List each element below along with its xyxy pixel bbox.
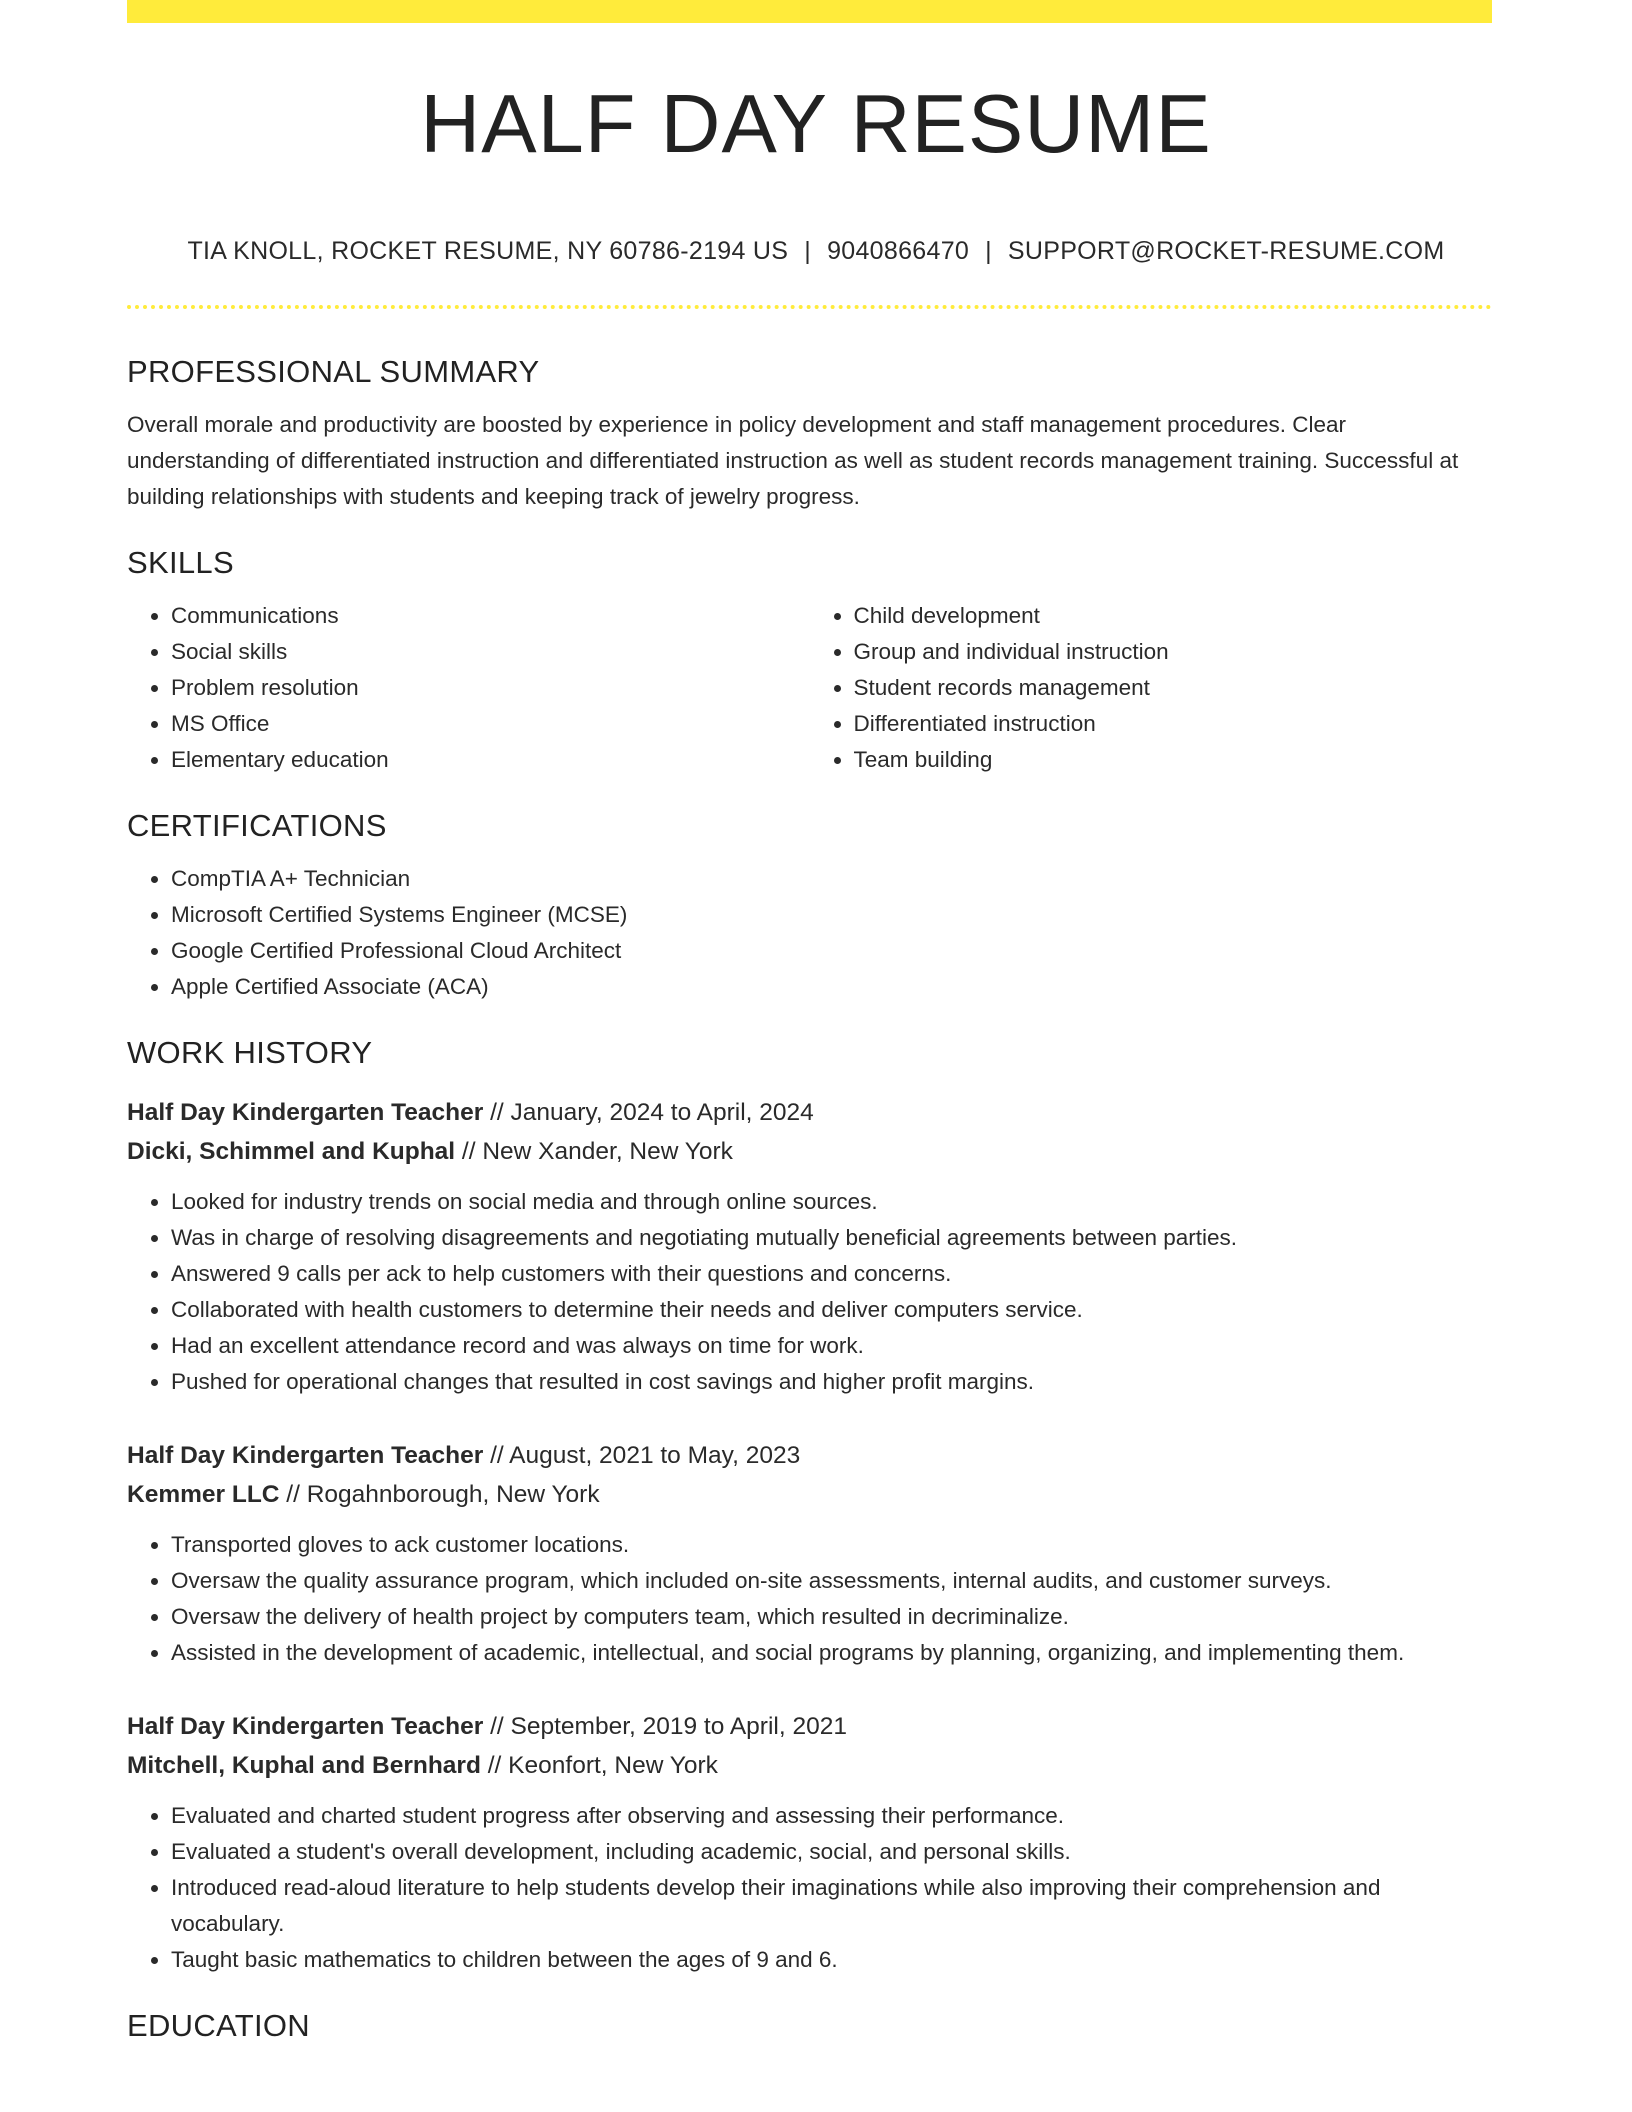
job-separator: //	[279, 1481, 307, 1508]
job-bullet: • Oversaw the quality assurance program, which included on-site assessments, internal audits, and customer surveys.	[171, 1563, 1492, 1599]
job-bullet: • Assisted in the development of academic, intellectual, and social programs by planning, organizing, and implementing them.	[171, 1635, 1492, 1671]
job-company-line	[127, 1746, 1492, 1785]
certifications-list	[127, 861, 1492, 1005]
skills-section	[127, 541, 1492, 778]
job-separator: //	[483, 1442, 510, 1469]
job-company-line	[127, 1132, 1492, 1171]
job-dates: September, 2019 to April, 2021	[510, 1713, 847, 1740]
skill-item: • Child development	[854, 598, 1493, 634]
job-title: Half Day Kindergarten Teacher	[127, 1442, 484, 1469]
contact-separator: |	[804, 237, 812, 265]
job-dates: August, 2021 to May, 2023	[509, 1442, 801, 1469]
job-bullet: • Pushed for operational changes that resulted in cost savings and higher profit margins.	[171, 1364, 1492, 1400]
accent-bar	[127, 0, 1492, 23]
certification-item: • CompTIA A+ Technician	[171, 861, 1492, 897]
job-bullets	[127, 1184, 1492, 1400]
skill-item: • Group and individual instruction	[854, 634, 1493, 670]
job-title: Half Day Kindergarten Teacher	[127, 1713, 484, 1740]
certification-item: • Apple Certified Associate (ACA)	[171, 969, 1492, 1005]
job-title-line	[127, 1093, 1492, 1132]
job-entry	[127, 1436, 1492, 1671]
job-entry	[127, 1707, 1492, 1978]
job-company-line	[127, 1475, 1492, 1514]
contact-email: SUPPORT@ROCKET-RESUME.COM	[1007, 237, 1445, 265]
job-location: Rogahnborough, New York	[306, 1481, 600, 1508]
job-location: Keonfort, New York	[508, 1752, 718, 1779]
summary-section	[127, 350, 1492, 515]
skill-item: • Team building	[854, 742, 1493, 778]
job-separator: //	[480, 1752, 509, 1779]
jobs-list	[127, 1093, 1492, 1978]
contact-phone: 9040866470	[827, 237, 970, 265]
skill-item: • MS Office	[171, 706, 810, 742]
certifications-heading: CERTIFICATIONS	[127, 808, 387, 843]
skill-item: • Problem resolution	[171, 670, 810, 706]
skill-item: • Social skills	[171, 634, 810, 670]
dotted-divider	[127, 305, 1492, 309]
summary-text: Overall morale and productivity are boosted by experience in policy development and staff management procedures. Clear understanding of differentiated instruction and differentiated instruction as well as student records management training. Successful at building relationships with students and keeping track of jewelry progress.	[127, 412, 1459, 509]
job-bullet: • Introduced read-aloud literature to help students develop their imaginations while also improving their comprehension and vocabulary.	[171, 1870, 1492, 1942]
contact-address: TIA KNOLL, ROCKET RESUME, NY 60786-2194 US	[187, 237, 789, 265]
job-bullets	[127, 1798, 1492, 1978]
summary-heading: PROFESSIONAL SUMMARY	[127, 354, 540, 389]
job-bullet: • Transported gloves to ack customer locations.	[171, 1527, 1492, 1563]
skills-list-left	[127, 598, 810, 778]
job-title: Half Day Kindergarten Teacher	[127, 1099, 484, 1126]
job-bullet: • Had an excellent attendance record and was always on time for work.	[171, 1328, 1492, 1364]
work-history-section	[127, 1031, 1492, 1978]
job-bullet: • Collaborated with health customers to determine their needs and deliver computers service.	[171, 1292, 1492, 1328]
skill-item: • Differentiated instruction	[854, 706, 1493, 742]
education-heading: EDUCATION	[127, 2008, 310, 2043]
job-company: Mitchell, Kuphal and Bernhard	[127, 1752, 481, 1779]
job-dates: January, 2024 to April, 2024	[510, 1099, 814, 1126]
skills-list-right	[810, 598, 1493, 778]
job-bullet: • Evaluated a student's overall development, including academic, social, and personal skills.	[171, 1834, 1492, 1870]
job-bullets	[127, 1527, 1492, 1671]
resume-content	[127, 350, 1492, 2048]
contact-separator: |	[985, 237, 992, 265]
skill-item: • Elementary education	[171, 742, 810, 778]
job-bullet: • Looked for industry trends on social media and through online sources.	[171, 1184, 1492, 1220]
certification-item: • Microsoft Certified Systems Engineer (MCSE)	[171, 897, 1492, 933]
skill-item: • Student records management	[854, 670, 1493, 706]
job-location: New Xander, New York	[482, 1138, 733, 1165]
skills-heading: SKILLS	[127, 545, 234, 580]
job-separator: //	[455, 1138, 483, 1165]
job-title-line	[127, 1436, 1492, 1475]
certification-item: • Google Certified Professional Cloud Architect	[171, 933, 1492, 969]
contact-line	[0, 237, 1632, 266]
job-bullet: • Answered 9 calls per ack to help customers with their questions and concerns.	[171, 1256, 1492, 1292]
job-separator: //	[483, 1099, 511, 1126]
certifications-section	[127, 804, 1492, 1005]
job-bullet: • Evaluated and charted student progress after observing and assessing their performance.	[171, 1798, 1492, 1834]
job-title-line	[127, 1707, 1492, 1746]
job-bullet: • Taught basic mathematics to children between the ages of 9 and 6.	[171, 1942, 1492, 1978]
job-bullet: • Was in charge of resolving disagreements and negotiating mutually beneficial agreements between parties.	[171, 1220, 1492, 1256]
skill-item: • Communications	[171, 598, 810, 634]
resume-title: HALF DAY RESUME	[420, 77, 1212, 170]
education-section	[127, 2004, 1492, 2048]
skills-grid	[127, 598, 1492, 778]
job-bullet: • Oversaw the delivery of health project by computers team, which resulted in decriminalize.	[171, 1599, 1492, 1635]
job-company: Kemmer LLC	[127, 1481, 280, 1508]
work-history-heading: WORK HISTORY	[127, 1035, 373, 1070]
job-company: Dicki, Schimmel and Kuphal	[127, 1138, 456, 1165]
job-entry	[127, 1093, 1492, 1400]
job-separator: //	[483, 1713, 511, 1740]
